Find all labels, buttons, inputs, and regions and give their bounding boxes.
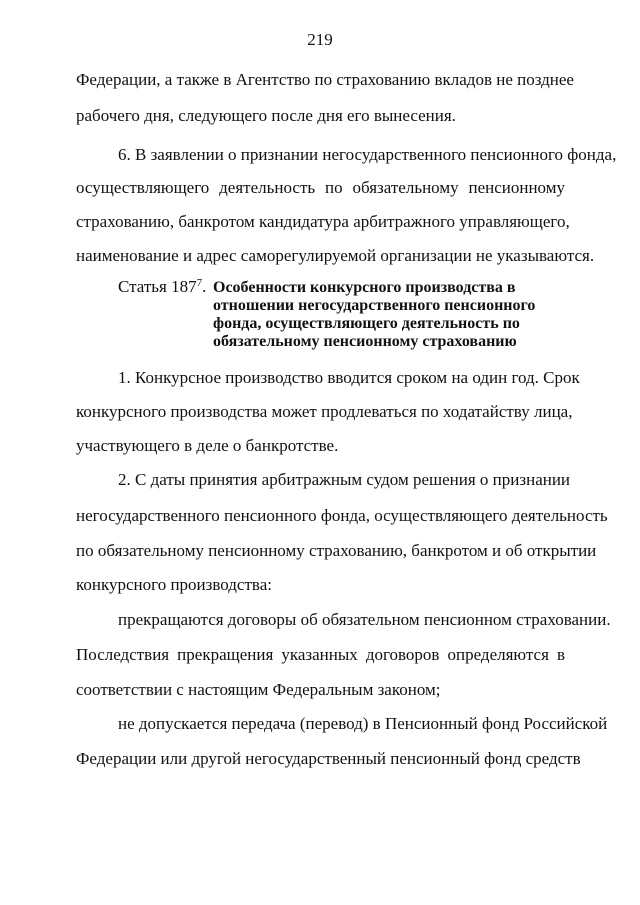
text-line: рабочего дня, следующего после дня его вынесения. (76, 106, 456, 125)
article-title-line: отношении негосударственного пенсионного (213, 297, 536, 314)
text-line: конкурсного производства: (76, 575, 272, 594)
text-line: по обязательному пенсионному страхованию, банкротом и об открытии (76, 541, 597, 560)
text-line: Федерации, а также в Агентство по страхованию вкладов не позднее (76, 70, 574, 89)
text-line: участвующего в деле о банкротстве. (76, 436, 339, 455)
article-label-text: Статья 187 (118, 277, 197, 296)
text-line: негосударственного пенсионного фонда, осуществляющего деятельность (76, 506, 608, 525)
article-label-superscript: 7 (196, 277, 203, 289)
text-line: Последствия прекращения указанных договоров определяются в (76, 645, 565, 664)
text-line: Федерации или другой негосударственный пенсионный фонд средств (76, 749, 581, 768)
article-title-line: Особенности конкурсного производства в (213, 279, 516, 296)
text-line: соответствии с настоящим Федеральным законом; (76, 680, 441, 699)
article-title-line: обязательному пенсионному страхованию (213, 333, 517, 350)
text-line: прекращаются договоры об обязательном пенсионном страховании. (118, 610, 611, 629)
page-number: 219 (307, 30, 333, 49)
text-line: 6. В заявлении о признании негосударственного пенсионного фонда, (118, 145, 617, 164)
article-label (118, 277, 206, 297)
text-line: конкурсного производства может продлеваться по ходатайству лица, (76, 402, 573, 421)
text-line: наименование и адрес саморегулируемой организации не указываются. (76, 246, 595, 265)
article-label-suffix: . (202, 277, 207, 296)
text-line: страхованию, банкротом кандидатура арбитражного управляющего, (76, 212, 570, 231)
article-title (213, 279, 536, 351)
text-line: осуществляющего деятельность по обязательному пенсионному (76, 178, 565, 197)
text-line: 1. Конкурсное производство вводится сроком на один год. Срок (118, 368, 580, 387)
text-line: не допускается передача (перевод) в Пенсионный фонд Российской (118, 714, 608, 733)
text-line: 2. С даты принятия арбитражным судом решения о признании (118, 470, 571, 489)
article-title-line: фонда, осуществляющего деятельность по (213, 315, 520, 332)
